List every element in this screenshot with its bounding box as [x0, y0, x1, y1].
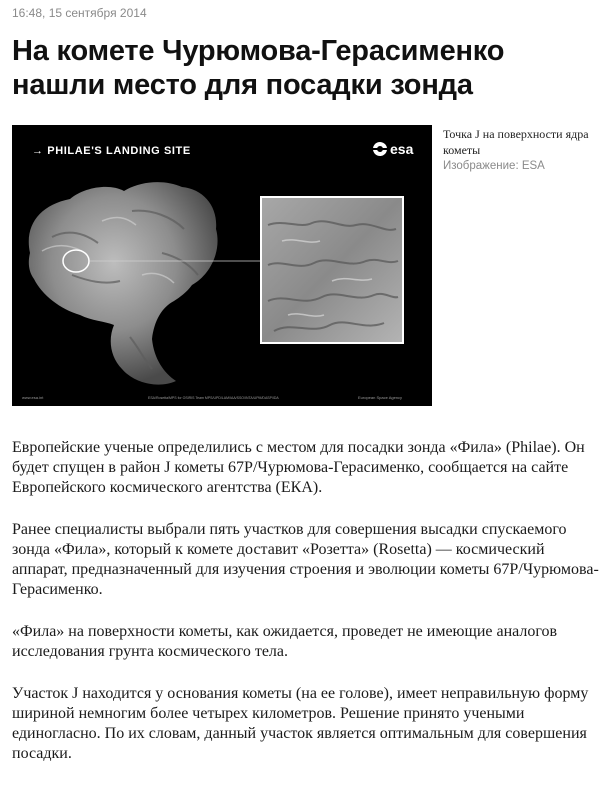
article-headline: На комете Чурюмова-Герасименко нашли место для посадки зонда — [12, 35, 505, 101]
article-paragraph: «Фила» на поверхности кометы, как ожидается, проведет не имеющие аналогов исследования грунта космического тела. — [12, 623, 558, 660]
comet-nucleus — [29, 182, 218, 385]
photo-caption — [443, 126, 603, 174]
article-paragraph: Ранее специалисты выбрали пять участков для совершения высадки спускаемого зонда «Фила», который к комете доставит «Розетта» (Rosetta) — космический аппарат, предназначенный для изучения строения и эволюции кометы 67P/Чурюмова-Герасименко. — [12, 521, 599, 598]
image-title-overlay: → PHILAE'S LANDING SITE — [32, 145, 191, 157]
image-footer-right: European Space Agency — [358, 395, 403, 400]
photo-caption-text: Точка J на поверхности ядра кометы — [443, 127, 589, 157]
esa-logo — [373, 141, 414, 157]
landing-site-zoom-inset — [261, 197, 403, 343]
article-paragraph: Европейские ученые определились с местом для посадки зонда «Фила» (Philae). Он будет спущен в район J кометы 67P/Чурюмова-Герасименко, сообщается на сайте Европейского космического агентства (ЕКА). — [12, 439, 585, 496]
photo-credit: Изображение: ESA — [443, 160, 545, 172]
image-footer-left: www.esa.int — [22, 395, 44, 400]
esa-logo-text: esa — [390, 141, 414, 157]
article-body — [12, 438, 602, 786]
article-paragraph: Участок J находится у основания кометы (на ее голове), имеет неправильную форму шириной немногим более четырех километров. Решение принято учеными единогласно. По их словам, данный участок является оптимальным для совершения посадки. — [12, 685, 589, 762]
image-footer-center: ESA/Rosetta/MPS for OSIRIS Team MPS/UPD/LAM/IAA/SSO/INTA/UPM/DASP/IDA — [148, 396, 279, 400]
article-dateline: 16:48, 15 сентября 2014 — [12, 6, 147, 20]
article-photo[interactable] — [12, 125, 432, 406]
